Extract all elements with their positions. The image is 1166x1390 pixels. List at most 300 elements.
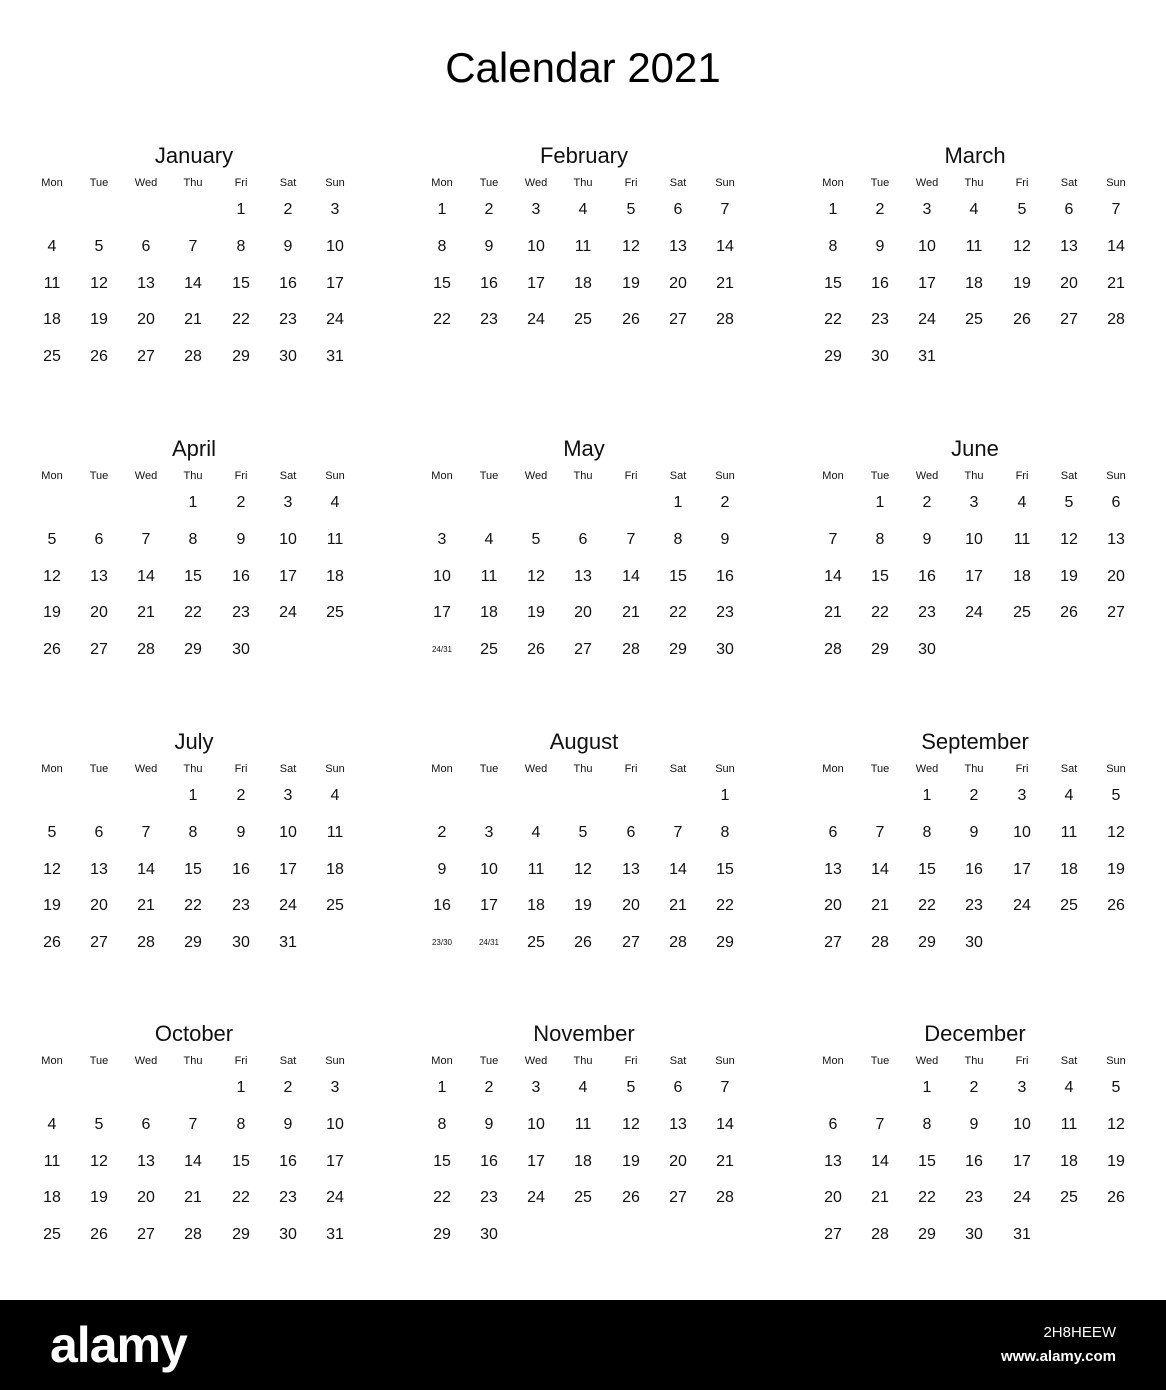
weekday-label: Sun (715, 470, 735, 482)
day-cell: 11 (527, 861, 545, 878)
day-cell: 14 (824, 568, 842, 585)
weekday-label: Wed (134, 1055, 158, 1067)
weekday-label: Sun (325, 763, 345, 775)
day-cell: 30 (279, 348, 297, 365)
week-row (419, 493, 749, 513)
weekday-label: Wed (915, 763, 939, 775)
day-cell: 17 (1013, 1153, 1031, 1170)
day-cell: 21 (716, 1153, 734, 1170)
day-cell: 16 (279, 275, 297, 292)
week-row (419, 567, 749, 587)
weekday-label: Thu (964, 177, 984, 189)
day-cell: 17 (326, 1153, 344, 1170)
day-cell: 23 (965, 897, 983, 914)
day-cell: 22 (824, 311, 842, 328)
day-cell: 12 (1107, 824, 1125, 841)
day-cell: 31 (918, 348, 936, 365)
month-name: May (563, 436, 605, 461)
weekday-label: Fri (234, 1055, 248, 1067)
day-cell: 25 (1060, 1189, 1078, 1206)
day-cell: 24 (1013, 1189, 1031, 1206)
day-cell: 26 (43, 934, 61, 951)
weekday-header-row (29, 469, 359, 489)
day-cell: 19 (527, 604, 545, 621)
month-name: February (539, 143, 629, 168)
day-cell: 13 (574, 568, 592, 585)
weekday-label: Fri (234, 470, 248, 482)
day-cell: 6 (1111, 494, 1121, 511)
day-cell: 15 (669, 568, 687, 585)
day-cell: 24 (527, 1189, 545, 1206)
weekday-header-row (29, 762, 359, 782)
week-row (810, 493, 1140, 513)
weekday-label: Mon (822, 177, 844, 189)
day-cell: 30 (871, 348, 889, 365)
weekday-label: Wed (524, 763, 548, 775)
weekday-label: Thu (964, 763, 984, 775)
day-cell: 1 (188, 494, 198, 511)
day-cell: 1 (922, 787, 932, 804)
day-cell: 26 (574, 934, 592, 951)
day-cell: 4 (578, 1079, 588, 1096)
day-cell: 20 (90, 897, 108, 914)
week-row (419, 1078, 749, 1098)
day-cell: 2 (969, 1079, 979, 1096)
week-row (810, 1188, 1140, 1208)
weekday-label: Sat (669, 1055, 687, 1067)
weekday-header-row (29, 1054, 359, 1074)
day-cell: 6 (94, 824, 104, 841)
week-row (29, 1152, 359, 1172)
day-cell: 26 (622, 1189, 640, 1206)
day-cell: 13 (90, 861, 108, 878)
week-row (810, 530, 1140, 550)
week-row (29, 933, 359, 953)
day-cell: 13 (1107, 531, 1125, 548)
day-cell: 7 (720, 1079, 730, 1096)
day-cell: 15 (871, 568, 889, 585)
month-name: December (924, 1021, 1026, 1046)
day-cell: 24 (527, 311, 545, 328)
day-cell: 14 (716, 238, 734, 255)
weekday-label: Fri (624, 470, 638, 482)
day-cell: 14 (622, 568, 640, 585)
day-cell: 19 (622, 275, 640, 292)
watermark-footer (0, 1300, 1166, 1390)
day-cell: 30 (232, 641, 250, 658)
day-cell: 9 (437, 861, 447, 878)
day-cell: 9 (875, 238, 885, 255)
day-cell: 25 (1060, 897, 1078, 914)
day-cell: 13 (137, 275, 155, 292)
day-cell: 28 (622, 641, 640, 658)
day-cell: 23 (480, 1189, 498, 1206)
day-cell: 17 (527, 275, 545, 292)
day-cell: 14 (871, 861, 889, 878)
day-cell: 20 (1060, 275, 1078, 292)
day-cell: 6 (828, 824, 838, 841)
day-cell: 27 (824, 934, 842, 951)
weekday-label: Sat (1060, 1055, 1078, 1067)
weekday-label: Tue (89, 470, 109, 482)
day-cell: 22 (184, 897, 202, 914)
day-cell: 26 (90, 1226, 108, 1243)
day-cell: 3 (283, 494, 293, 511)
week-row (419, 933, 749, 953)
weekday-label: Wed (524, 470, 548, 482)
day-cell: 4 (1064, 1079, 1074, 1096)
week-row (419, 274, 749, 294)
weekday-header-row (810, 469, 1140, 489)
day-cell: 25 (326, 897, 344, 914)
weekday-label: Sat (669, 470, 687, 482)
day-cell: 16 (232, 861, 250, 878)
weekday-label: Thu (183, 1055, 203, 1067)
day-cell: 29 (716, 934, 734, 951)
day-cell: 18 (1060, 861, 1078, 878)
day-cell: 10 (480, 861, 498, 878)
day-cell: 25 (574, 311, 592, 328)
day-cell: 25 (574, 1189, 592, 1206)
day-cell: 15 (716, 861, 734, 878)
day-cell: 12 (622, 1116, 640, 1133)
day-cell: 30 (716, 641, 734, 658)
weekday-label: Tue (89, 763, 109, 775)
week-row (29, 347, 359, 367)
day-cell: 28 (1107, 311, 1125, 328)
weekday-label: Tue (479, 763, 499, 775)
week-row (419, 1115, 749, 1135)
day-cell: 30 (918, 641, 936, 658)
day-cell: 9 (283, 238, 293, 255)
day-cell: 16 (965, 861, 983, 878)
day-cell: 17 (279, 861, 297, 878)
week-row (419, 237, 749, 257)
week-row (29, 823, 359, 843)
month-name: March (944, 143, 1006, 168)
day-cell: 13 (669, 1116, 687, 1133)
day-cell: 28 (871, 1226, 889, 1243)
day-cell: 15 (918, 1153, 936, 1170)
day-cell: 5 (1017, 201, 1027, 218)
day-cell: 11 (1013, 531, 1031, 548)
day-cell: 21 (871, 1189, 889, 1206)
day-cell: 2 (437, 824, 447, 841)
day-cell: 9 (484, 1116, 494, 1133)
day-cell: 6 (626, 824, 636, 841)
day-cell: 12 (527, 568, 545, 585)
week-row (29, 1188, 359, 1208)
day-cell: 22 (184, 604, 202, 621)
day-cell: 5 (626, 201, 636, 218)
day-cell: 19 (622, 1153, 640, 1170)
weekday-label: Thu (573, 177, 593, 189)
day-cell: 4 (578, 201, 588, 218)
weekday-label: Sun (1106, 177, 1126, 189)
day-cell: 13 (622, 861, 640, 878)
week-row (419, 530, 749, 550)
day-cell: 12 (1107, 1116, 1125, 1133)
day-cell: 1 (673, 494, 683, 511)
day-cell: 20 (137, 311, 155, 328)
day-cell: 2 (969, 787, 979, 804)
day-cell: 4 (1064, 787, 1074, 804)
day-cell: 10 (965, 531, 983, 548)
week-row (29, 1078, 359, 1098)
day-cell: 22 (433, 311, 451, 328)
day-cell: 25 (480, 641, 498, 658)
day-cell: 29 (433, 1226, 451, 1243)
day-cell: 10 (279, 824, 297, 841)
day-cell: 19 (43, 897, 61, 914)
day-cell: 4 (969, 201, 979, 218)
week-row (29, 530, 359, 550)
day-cell: 30 (480, 1226, 498, 1243)
day-cell: 30 (965, 934, 983, 951)
day-cell: 23 (480, 311, 498, 328)
month-march (810, 143, 1140, 393)
day-cell: 12 (90, 1153, 108, 1170)
day-cell: 1 (437, 1079, 447, 1096)
day-cell: 20 (1107, 568, 1125, 585)
day-cell: 13 (1060, 238, 1078, 255)
day-cell: 25 (1013, 604, 1031, 621)
day-cell: 24/31 (478, 938, 500, 947)
day-cell: 11 (574, 1116, 592, 1133)
day-cell: 16 (480, 275, 498, 292)
day-cell: 16 (965, 1153, 983, 1170)
day-cell: 15 (433, 275, 451, 292)
week-row (810, 896, 1140, 916)
day-cell: 4 (531, 824, 541, 841)
day-cell: 7 (828, 531, 838, 548)
day-cell: 24 (918, 311, 936, 328)
week-row (419, 1225, 749, 1245)
day-cell: 6 (578, 531, 588, 548)
day-cell: 22 (918, 1189, 936, 1206)
day-cell: 2 (283, 1079, 293, 1096)
website-url: www.alamy.com (1000, 1348, 1116, 1365)
weekday-label: Sun (715, 177, 735, 189)
day-cell: 25 (43, 1226, 61, 1243)
day-cell: 3 (531, 201, 541, 218)
week-row (29, 567, 359, 587)
day-cell: 30 (232, 934, 250, 951)
day-cell: 17 (1013, 861, 1031, 878)
weekday-label: Tue (870, 763, 890, 775)
day-cell: 4 (47, 238, 57, 255)
day-cell: 21 (184, 311, 202, 328)
day-cell: 4 (47, 1116, 57, 1133)
day-cell: 20 (90, 604, 108, 621)
day-cell: 1 (720, 787, 730, 804)
brand-logo: alamy (50, 1317, 187, 1373)
day-cell: 8 (188, 531, 198, 548)
day-cell: 5 (47, 531, 57, 548)
month-october (29, 1021, 359, 1271)
week-row (810, 274, 1140, 294)
week-row (810, 1078, 1140, 1098)
month-name: July (174, 729, 214, 754)
day-cell: 3 (484, 824, 494, 841)
week-row (810, 603, 1140, 623)
week-row (810, 1152, 1140, 1172)
day-cell: 17 (433, 604, 451, 621)
day-cell: 12 (43, 568, 61, 585)
month-name: September (921, 729, 1029, 754)
day-cell: 14 (137, 861, 155, 878)
day-cell: 19 (90, 1189, 108, 1206)
weekday-label: Thu (573, 1055, 593, 1067)
week-row (810, 1225, 1140, 1245)
day-cell: 26 (1107, 1189, 1125, 1206)
day-cell: 12 (622, 238, 640, 255)
week-row (419, 603, 749, 623)
day-cell: 23 (716, 604, 734, 621)
weekday-label: Thu (183, 470, 203, 482)
day-cell: 11 (326, 824, 344, 841)
weekday-label: Wed (915, 177, 939, 189)
day-cell: 10 (1013, 824, 1031, 841)
weekday-label: Fri (1015, 177, 1029, 189)
day-cell: 24 (279, 604, 297, 621)
day-cell: 22 (918, 897, 936, 914)
week-row (29, 603, 359, 623)
day-cell: 18 (965, 275, 983, 292)
weekday-label: Sun (1106, 1055, 1126, 1067)
week-row (810, 933, 1140, 953)
weekday-label: Fri (234, 763, 248, 775)
week-row (810, 860, 1140, 880)
week-row (419, 1152, 749, 1172)
day-cell: 8 (828, 238, 838, 255)
day-cell: 26 (1107, 897, 1125, 914)
day-cell: 23 (279, 1189, 297, 1206)
day-cell: 22 (669, 604, 687, 621)
day-cell: 9 (283, 1116, 293, 1133)
day-cell: 28 (871, 934, 889, 951)
day-cell: 13 (824, 1153, 842, 1170)
month-june (810, 436, 1140, 686)
weekday-header-row (419, 1054, 749, 1074)
day-cell: 28 (137, 934, 155, 951)
weekday-label: Tue (870, 470, 890, 482)
day-cell: 9 (922, 531, 932, 548)
day-cell: 29 (824, 348, 842, 365)
day-cell: 23 (965, 1189, 983, 1206)
day-cell: 12 (574, 861, 592, 878)
day-cell: 12 (43, 861, 61, 878)
weekday-label: Fri (624, 177, 638, 189)
week-row (29, 860, 359, 880)
day-cell: 4 (1017, 494, 1027, 511)
weekday-header-row (810, 762, 1140, 782)
weekday-label: Thu (183, 177, 203, 189)
day-cell: 16 (716, 568, 734, 585)
day-cell: 14 (184, 1153, 202, 1170)
day-cell: 23 (232, 897, 250, 914)
day-cell: 6 (673, 201, 683, 218)
day-cell: 28 (184, 1226, 202, 1243)
day-cell: 27 (574, 641, 592, 658)
weekday-header-row (29, 176, 359, 196)
weekday-label: Thu (183, 763, 203, 775)
weekday-label: Sat (669, 763, 687, 775)
day-cell: 7 (1111, 201, 1121, 218)
weekday-header-row (419, 762, 749, 782)
week-row (810, 237, 1140, 257)
day-cell: 3 (969, 494, 979, 511)
day-cell: 29 (871, 641, 889, 658)
weekday-label: Thu (573, 470, 593, 482)
day-cell: 6 (94, 531, 104, 548)
day-cell: 25 (43, 348, 61, 365)
day-cell: 3 (1017, 1079, 1027, 1096)
day-cell: 4 (330, 494, 340, 511)
day-cell: 7 (875, 824, 885, 841)
weekday-label: Mon (822, 470, 844, 482)
weekday-label: Mon (822, 763, 844, 775)
day-cell: 29 (184, 641, 202, 658)
day-cell: 11 (43, 275, 61, 292)
day-cell: 13 (137, 1153, 155, 1170)
day-cell: 4 (330, 787, 340, 804)
day-cell: 2 (236, 494, 246, 511)
day-cell: 25 (326, 604, 344, 621)
day-cell: 20 (824, 1189, 842, 1206)
day-cell: 31 (326, 348, 344, 365)
weekday-label: Tue (479, 1055, 499, 1067)
day-cell: 18 (480, 604, 498, 621)
week-row (810, 200, 1140, 220)
day-cell: 14 (184, 275, 202, 292)
weekday-label: Fri (1015, 1055, 1029, 1067)
day-cell: 27 (137, 1226, 155, 1243)
day-cell: 29 (669, 641, 687, 658)
day-cell: 29 (232, 348, 250, 365)
day-cell: 8 (922, 1116, 932, 1133)
day-cell: 10 (326, 1116, 344, 1133)
day-cell: 22 (433, 1189, 451, 1206)
day-cell: 22 (716, 897, 734, 914)
day-cell: 8 (236, 238, 246, 255)
day-cell: 17 (965, 568, 983, 585)
day-cell: 7 (875, 1116, 885, 1133)
day-cell: 18 (326, 861, 344, 878)
weekday-label: Wed (134, 177, 158, 189)
day-cell: 27 (137, 348, 155, 365)
day-cell: 23/30 (431, 938, 453, 947)
day-cell: 21 (716, 275, 734, 292)
day-cell: 5 (1111, 787, 1121, 804)
month-september (810, 729, 1140, 979)
day-cell: 9 (236, 824, 246, 841)
week-row (29, 1225, 359, 1245)
day-cell: 19 (1060, 568, 1078, 585)
day-cell: 5 (578, 824, 588, 841)
weekday-label: Thu (964, 470, 984, 482)
weekday-label: Tue (870, 1055, 890, 1067)
month-name: August (549, 729, 619, 754)
day-cell: 11 (480, 568, 498, 585)
day-cell: 27 (824, 1226, 842, 1243)
weekday-label: Sat (279, 763, 297, 775)
month-april (29, 436, 359, 686)
day-cell: 27 (669, 311, 687, 328)
day-cell: 8 (922, 824, 932, 841)
day-cell: 7 (720, 201, 730, 218)
day-cell: 8 (673, 531, 683, 548)
